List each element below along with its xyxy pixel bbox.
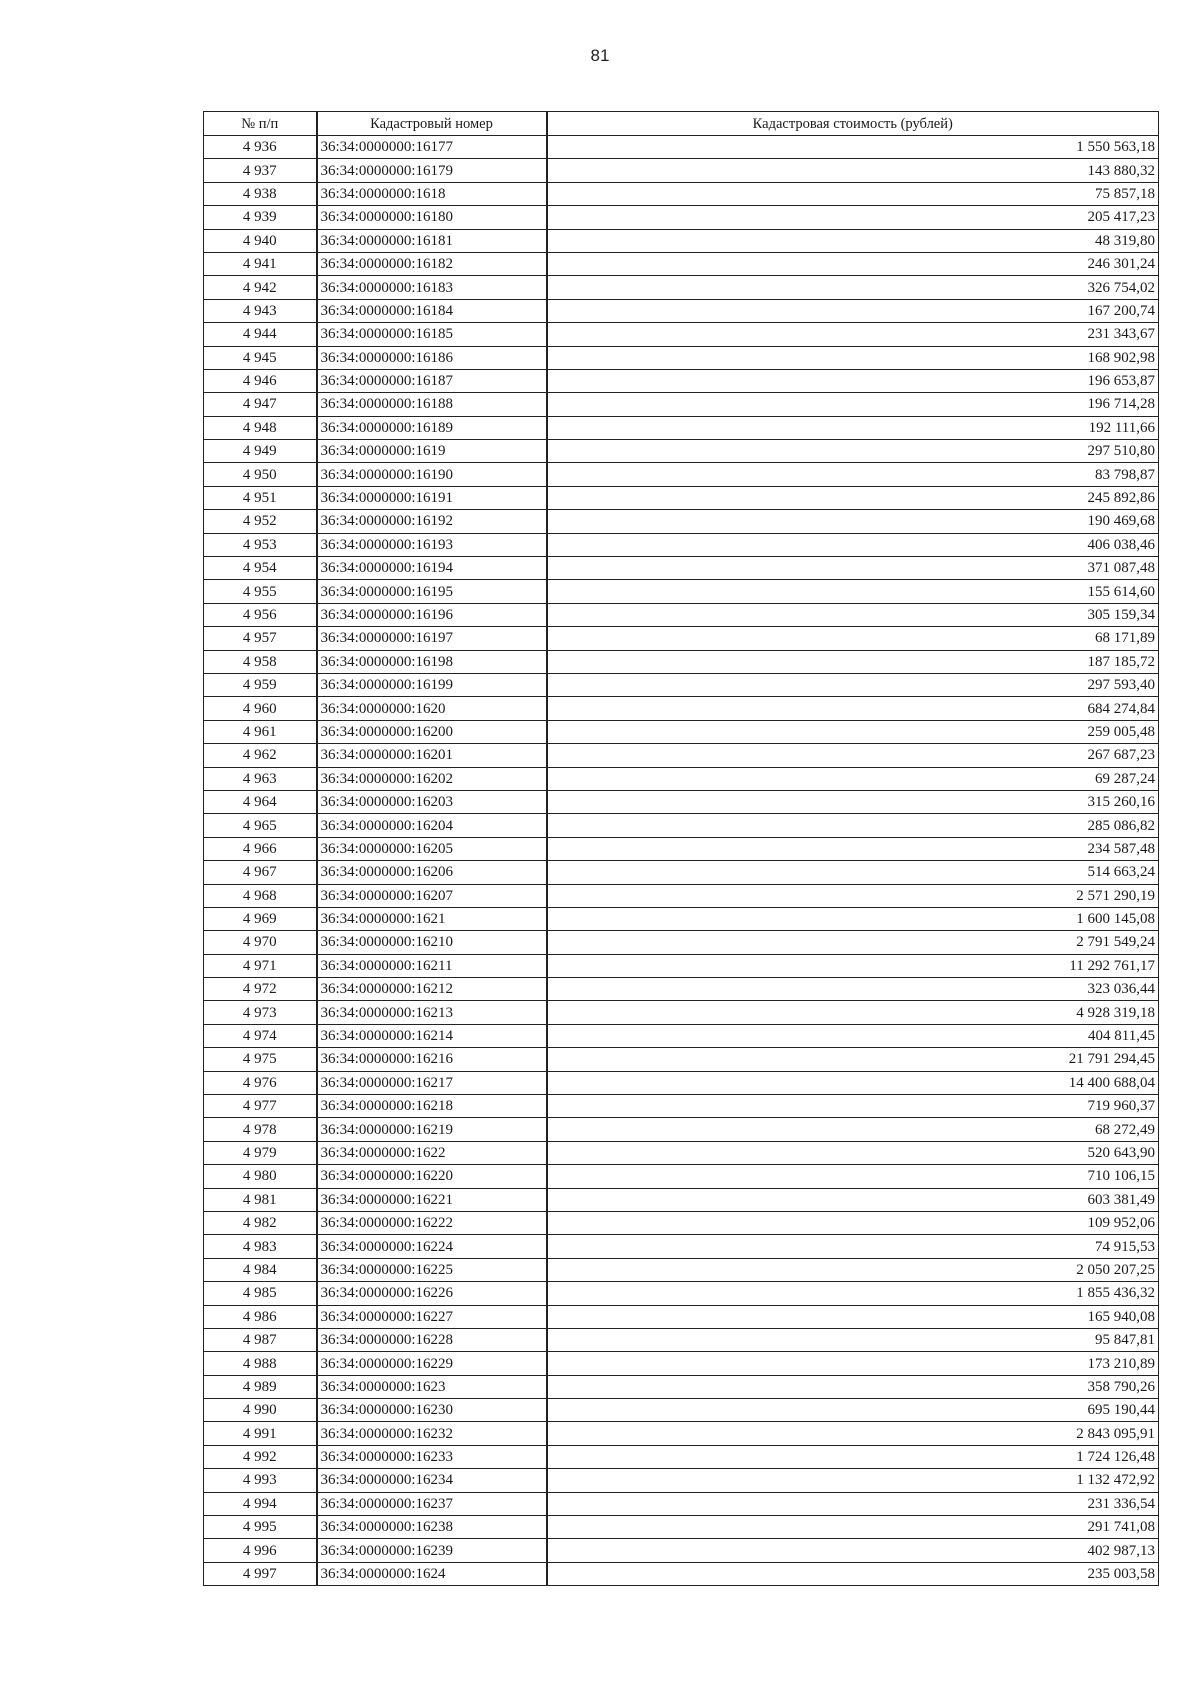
cadastral-number-cell: 36:34:0000000:16237: [317, 1492, 547, 1515]
cadastral-value-cell: 173 210,89: [547, 1352, 1159, 1375]
table-row: [204, 650, 1159, 673]
cadastral-value-cell: 165 940,08: [547, 1305, 1159, 1328]
cadastral-value-cell: 231 336,54: [547, 1492, 1159, 1515]
cadastral-value-cell: 710 106,15: [547, 1165, 1159, 1188]
table-body: [204, 136, 1159, 1586]
row-number-cell: 4 975: [204, 1048, 317, 1071]
cadastral-value-cell: 259 005,48: [547, 720, 1159, 743]
cadastral-number-cell: 36:34:0000000:16217: [317, 1071, 547, 1094]
cadastral-value-cell: 402 987,13: [547, 1539, 1159, 1562]
cadastral-value-cell: 1 132 472,92: [547, 1469, 1159, 1492]
row-number-cell: 4 971: [204, 954, 317, 977]
cadastral-value-cell: 371 087,48: [547, 557, 1159, 580]
table-row: [204, 767, 1159, 790]
cadastral-number-cell: 36:34:0000000:16177: [317, 136, 547, 159]
table-row: [204, 463, 1159, 486]
table-row: [204, 673, 1159, 696]
table-row: [204, 369, 1159, 392]
cadastral-number-cell: 36:34:0000000:16187: [317, 369, 547, 392]
table-row: [204, 229, 1159, 252]
cadastral-value-cell: 305 159,34: [547, 603, 1159, 626]
cadastral-number-cell: 36:34:0000000:16205: [317, 837, 547, 860]
table-row: [204, 1258, 1159, 1281]
table-row: [204, 486, 1159, 509]
cadastral-number-cell: 36:34:0000000:16206: [317, 861, 547, 884]
cadastral-number-cell: 36:34:0000000:16190: [317, 463, 547, 486]
table-row: [204, 346, 1159, 369]
table-row: [204, 720, 1159, 743]
row-number-cell: 4 964: [204, 790, 317, 813]
cadastral-value-cell: 285 086,82: [547, 814, 1159, 837]
row-number-cell: 4 976: [204, 1071, 317, 1094]
table-row: [204, 1095, 1159, 1118]
cadastral-number-cell: 36:34:0000000:1621: [317, 907, 547, 930]
table-row: [204, 393, 1159, 416]
table-row: [204, 1375, 1159, 1398]
cadastral-number-cell: 36:34:0000000:16196: [317, 603, 547, 626]
table-row: [204, 1235, 1159, 1258]
cadastral-value-cell: 315 260,16: [547, 790, 1159, 813]
table-row: [204, 1328, 1159, 1351]
row-number-cell: 4 996: [204, 1539, 317, 1562]
cadastral-value-cell: 291 741,08: [547, 1516, 1159, 1539]
page-number: 81: [590, 46, 610, 65]
cadastral-number-cell: 36:34:0000000:16211: [317, 954, 547, 977]
row-number-cell: 4 936: [204, 136, 317, 159]
cadastral-number-cell: 36:34:0000000:16232: [317, 1422, 547, 1445]
table-row: [204, 1539, 1159, 1562]
cadastral-value-cell: 514 663,24: [547, 861, 1159, 884]
row-number-cell: 4 977: [204, 1095, 317, 1118]
row-number-cell: 4 960: [204, 697, 317, 720]
row-number-cell: 4 986: [204, 1305, 317, 1328]
cadastral-value-cell: 695 190,44: [547, 1399, 1159, 1422]
cadastral-value-cell: 190 469,68: [547, 510, 1159, 533]
cadastral-value-cell: 358 790,26: [547, 1375, 1159, 1398]
row-number-cell: 4 985: [204, 1282, 317, 1305]
table-row: [204, 182, 1159, 205]
cadastral-number-cell: 36:34:0000000:1624: [317, 1562, 547, 1585]
table-row: [204, 1141, 1159, 1164]
row-number-cell: 4 991: [204, 1422, 317, 1445]
cadastral-value-cell: 603 381,49: [547, 1188, 1159, 1211]
row-number-cell: 4 944: [204, 323, 317, 346]
table-row: [204, 1118, 1159, 1141]
cadastral-number-cell: 36:34:0000000:16225: [317, 1258, 547, 1281]
row-number-cell: 4 946: [204, 369, 317, 392]
table-row: [204, 276, 1159, 299]
cadastral-value-cell: 95 847,81: [547, 1328, 1159, 1351]
cadastral-number-cell: 36:34:0000000:1622: [317, 1141, 547, 1164]
cadastral-value-cell: 192 111,66: [547, 416, 1159, 439]
cadastral-value-cell: 1 550 563,18: [547, 136, 1159, 159]
cadastral-value-cell: 245 892,86: [547, 486, 1159, 509]
row-number-cell: 4 956: [204, 603, 317, 626]
cadastral-value-cell: 234 587,48: [547, 837, 1159, 860]
cadastral-number-cell: 36:34:0000000:1623: [317, 1375, 547, 1398]
cadastral-number-cell: 36:34:0000000:1618: [317, 182, 547, 205]
cadastral-number-cell: 36:34:0000000:16214: [317, 1024, 547, 1047]
table-row: [204, 744, 1159, 767]
row-number-cell: 4 939: [204, 206, 317, 229]
table-row: [204, 861, 1159, 884]
table-row: [204, 1048, 1159, 1071]
cadastral-value-cell: 143 880,32: [547, 159, 1159, 182]
row-number-cell: 4 953: [204, 533, 317, 556]
cadastral-value-cell: 2 791 549,24: [547, 931, 1159, 954]
table-row: [204, 1492, 1159, 1515]
row-number-cell: 4 966: [204, 837, 317, 860]
cadastral-value-cell: 404 811,45: [547, 1024, 1159, 1047]
row-number-cell: 4 950: [204, 463, 317, 486]
cadastral-number-cell: 36:34:0000000:16238: [317, 1516, 547, 1539]
table-row: [204, 627, 1159, 650]
row-number-cell: 4 943: [204, 299, 317, 322]
cadastral-value-cell: 406 038,46: [547, 533, 1159, 556]
cadastral-number-cell: 36:34:0000000:1620: [317, 697, 547, 720]
row-number-cell: 4 973: [204, 1001, 317, 1024]
row-number-cell: 4 961: [204, 720, 317, 743]
row-number-cell: 4 981: [204, 1188, 317, 1211]
row-number-cell: 4 982: [204, 1211, 317, 1234]
row-number-cell: 4 970: [204, 931, 317, 954]
row-number-cell: 4 978: [204, 1118, 317, 1141]
cadastral-value-cell: 68 171,89: [547, 627, 1159, 650]
cadastral-number-cell: 36:34:0000000:16219: [317, 1118, 547, 1141]
row-number-cell: 4 979: [204, 1141, 317, 1164]
cadastral-value-cell: 21 791 294,45: [547, 1048, 1159, 1071]
table-row: [204, 1305, 1159, 1328]
cadastral-number-cell: 36:34:0000000:16198: [317, 650, 547, 673]
row-number-cell: 4 954: [204, 557, 317, 580]
table-row: [204, 252, 1159, 275]
row-number-cell: 4 958: [204, 650, 317, 673]
cadastral-number-cell: 36:34:0000000:16199: [317, 673, 547, 696]
cadastral-number-cell: 36:34:0000000:16180: [317, 206, 547, 229]
table-row: [204, 1399, 1159, 1422]
row-number-cell: 4 974: [204, 1024, 317, 1047]
cadastral-value-cell: 1 724 126,48: [547, 1445, 1159, 1468]
header-cadastral-number: Кадастровый номер: [317, 112, 547, 136]
cadastral-value-cell: 69 287,24: [547, 767, 1159, 790]
row-number-cell: 4 938: [204, 182, 317, 205]
cadastral-number-cell: 36:34:0000000:16207: [317, 884, 547, 907]
table-row: [204, 580, 1159, 603]
row-number-cell: 4 957: [204, 627, 317, 650]
cadastral-value-cell: 1 855 436,32: [547, 1282, 1159, 1305]
row-number-cell: 4 983: [204, 1235, 317, 1258]
table-row: [204, 603, 1159, 626]
cadastral-value-cell: 1 600 145,08: [547, 907, 1159, 930]
table-row: [204, 136, 1159, 159]
table-row: [204, 206, 1159, 229]
row-number-cell: 4 969: [204, 907, 317, 930]
cadastral-value-cell: 196 714,28: [547, 393, 1159, 416]
row-number-cell: 4 988: [204, 1352, 317, 1375]
table-row: [204, 837, 1159, 860]
cadastral-value-cell: 719 960,37: [547, 1095, 1159, 1118]
table-row: [204, 1469, 1159, 1492]
cadastral-number-cell: 36:34:0000000:16221: [317, 1188, 547, 1211]
cadastral-value-cell: 235 003,58: [547, 1562, 1159, 1585]
row-number-cell: 4 994: [204, 1492, 317, 1515]
cadastral-number-cell: 36:34:0000000:16212: [317, 978, 547, 1001]
table-row: [204, 954, 1159, 977]
cadastral-number-cell: 36:34:0000000:16233: [317, 1445, 547, 1468]
cadastral-value-cell: 297 510,80: [547, 440, 1159, 463]
table-row: [204, 1165, 1159, 1188]
table-row: [204, 907, 1159, 930]
cadastral-number-cell: 36:34:0000000:16204: [317, 814, 547, 837]
row-number-cell: 4 949: [204, 440, 317, 463]
cadastral-value-cell: 168 902,98: [547, 346, 1159, 369]
cadastral-value-cell: 246 301,24: [547, 252, 1159, 275]
cadastral-number-cell: 36:34:0000000:1619: [317, 440, 547, 463]
cadastral-value-cell: 520 643,90: [547, 1141, 1159, 1164]
cadastral-value-cell: 323 036,44: [547, 978, 1159, 1001]
table-row: [204, 557, 1159, 580]
row-number-cell: 4 947: [204, 393, 317, 416]
row-number-cell: 4 995: [204, 1516, 317, 1539]
cadastral-number-cell: 36:34:0000000:16186: [317, 346, 547, 369]
row-number-cell: 4 993: [204, 1469, 317, 1492]
table-row: [204, 1211, 1159, 1234]
cadastral-value-cell: 231 343,67: [547, 323, 1159, 346]
row-number-cell: 4 968: [204, 884, 317, 907]
table-row: [204, 299, 1159, 322]
cadastral-number-cell: 36:34:0000000:16189: [317, 416, 547, 439]
table-row: [204, 533, 1159, 556]
cadastral-number-cell: 36:34:0000000:16228: [317, 1328, 547, 1351]
row-number-cell: 4 940: [204, 229, 317, 252]
row-number-cell: 4 997: [204, 1562, 317, 1585]
header-row: [204, 112, 1159, 136]
row-number-cell: 4 965: [204, 814, 317, 837]
table-row: [204, 1001, 1159, 1024]
cadastral-number-cell: 36:34:0000000:16192: [317, 510, 547, 533]
table-row: [204, 1188, 1159, 1211]
table-row: [204, 1282, 1159, 1305]
cadastral-value-cell: 326 754,02: [547, 276, 1159, 299]
table-row: [204, 814, 1159, 837]
table-row: [204, 323, 1159, 346]
cadastral-value-cell: 11 292 761,17: [547, 954, 1159, 977]
cadastral-value-cell: 2 571 290,19: [547, 884, 1159, 907]
table-row: [204, 510, 1159, 533]
row-number-cell: 4 967: [204, 861, 317, 884]
row-number-cell: 4 948: [204, 416, 317, 439]
table-row: [204, 1071, 1159, 1094]
row-number-cell: 4 972: [204, 978, 317, 1001]
header-cadastral-value: Кадастровая стоимость (рублей): [547, 112, 1159, 136]
cadastral-value-cell: 684 274,84: [547, 697, 1159, 720]
table-row: [204, 1352, 1159, 1375]
cadastral-number-cell: 36:34:0000000:16239: [317, 1539, 547, 1562]
table-row: [204, 931, 1159, 954]
table-row: [204, 978, 1159, 1001]
cadastral-number-cell: 36:34:0000000:16185: [317, 323, 547, 346]
cadastral-value-cell: 2 843 095,91: [547, 1422, 1159, 1445]
cadastral-value-cell: 155 614,60: [547, 580, 1159, 603]
row-number-cell: 4 942: [204, 276, 317, 299]
cadastral-value-cell: 196 653,87: [547, 369, 1159, 392]
cadastral-value-cell: 74 915,53: [547, 1235, 1159, 1258]
row-number-cell: 4 955: [204, 580, 317, 603]
cadastral-value-cell: 167 200,74: [547, 299, 1159, 322]
row-number-cell: 4 990: [204, 1399, 317, 1422]
cadastral-number-cell: 36:34:0000000:16213: [317, 1001, 547, 1024]
cadastral-value-cell: 75 857,18: [547, 182, 1159, 205]
row-number-cell: 4 951: [204, 486, 317, 509]
cadastral-number-cell: 36:34:0000000:16179: [317, 159, 547, 182]
cadastral-number-cell: 36:34:0000000:16234: [317, 1469, 547, 1492]
cadastral-number-cell: 36:34:0000000:16201: [317, 744, 547, 767]
row-number-cell: 4 952: [204, 510, 317, 533]
cadastral-number-cell: 36:34:0000000:16202: [317, 767, 547, 790]
cadastral-number-cell: 36:34:0000000:16182: [317, 252, 547, 275]
table-row: [204, 1445, 1159, 1468]
table-header: [204, 112, 1159, 136]
cadastral-number-cell: 36:34:0000000:16184: [317, 299, 547, 322]
cadastral-number-cell: 36:34:0000000:16222: [317, 1211, 547, 1234]
row-number-cell: 4 945: [204, 346, 317, 369]
cadastral-number-cell: 36:34:0000000:16200: [317, 720, 547, 743]
table-row: [204, 159, 1159, 182]
row-number-cell: 4 959: [204, 673, 317, 696]
cadastral-number-cell: 36:34:0000000:16181: [317, 229, 547, 252]
cadastral-value-cell: 4 928 319,18: [547, 1001, 1159, 1024]
cadastral-number-cell: 36:34:0000000:16218: [317, 1095, 547, 1118]
cadastral-number-cell: 36:34:0000000:16216: [317, 1048, 547, 1071]
cadastral-number-cell: 36:34:0000000:16195: [317, 580, 547, 603]
cadastral-value-cell: 68 272,49: [547, 1118, 1159, 1141]
cadastral-number-cell: 36:34:0000000:16220: [317, 1165, 547, 1188]
cadastral-value-cell: 83 798,87: [547, 463, 1159, 486]
row-number-cell: 4 984: [204, 1258, 317, 1281]
table-row: [204, 1562, 1159, 1585]
cadastral-number-cell: 36:34:0000000:16224: [317, 1235, 547, 1258]
row-number-cell: 4 992: [204, 1445, 317, 1468]
cadastral-number-cell: 36:34:0000000:16229: [317, 1352, 547, 1375]
cadastral-number-cell: 36:34:0000000:16203: [317, 790, 547, 813]
cadastral-number-cell: 36:34:0000000:16230: [317, 1399, 547, 1422]
cadastral-value-cell: 267 687,23: [547, 744, 1159, 767]
row-number-cell: 4 937: [204, 159, 317, 182]
table-row: [204, 1422, 1159, 1445]
cadastral-value-cell: 187 185,72: [547, 650, 1159, 673]
row-number-cell: 4 989: [204, 1375, 317, 1398]
table-row: [204, 790, 1159, 813]
table-row: [204, 1024, 1159, 1047]
cadastral-value-table: [203, 111, 1159, 1586]
cadastral-number-cell: 36:34:0000000:16210: [317, 931, 547, 954]
row-number-cell: 4 962: [204, 744, 317, 767]
cadastral-number-cell: 36:34:0000000:16183: [317, 276, 547, 299]
row-number-cell: 4 963: [204, 767, 317, 790]
table-row: [204, 416, 1159, 439]
table-row: [204, 884, 1159, 907]
cadastral-value-cell: 48 319,80: [547, 229, 1159, 252]
cadastral-number-cell: 36:34:0000000:16194: [317, 557, 547, 580]
cadastral-value-cell: 109 952,06: [547, 1211, 1159, 1234]
row-number-cell: 4 987: [204, 1328, 317, 1351]
cadastral-number-cell: 36:34:0000000:16193: [317, 533, 547, 556]
row-number-cell: 4 941: [204, 252, 317, 275]
cadastral-value-cell: 205 417,23: [547, 206, 1159, 229]
cadastral-value-cell: 2 050 207,25: [547, 1258, 1159, 1281]
cadastral-number-cell: 36:34:0000000:16227: [317, 1305, 547, 1328]
cadastral-number-cell: 36:34:0000000:16191: [317, 486, 547, 509]
cadastral-value-cell: 297 593,40: [547, 673, 1159, 696]
table-row: [204, 1516, 1159, 1539]
cadastral-number-cell: 36:34:0000000:16197: [317, 627, 547, 650]
cadastral-value-cell: 14 400 688,04: [547, 1071, 1159, 1094]
cadastral-number-cell: 36:34:0000000:16188: [317, 393, 547, 416]
header-row-number: № п/п: [204, 112, 317, 136]
table-row: [204, 440, 1159, 463]
cadastral-number-cell: 36:34:0000000:16226: [317, 1282, 547, 1305]
row-number-cell: 4 980: [204, 1165, 317, 1188]
table-row: [204, 697, 1159, 720]
